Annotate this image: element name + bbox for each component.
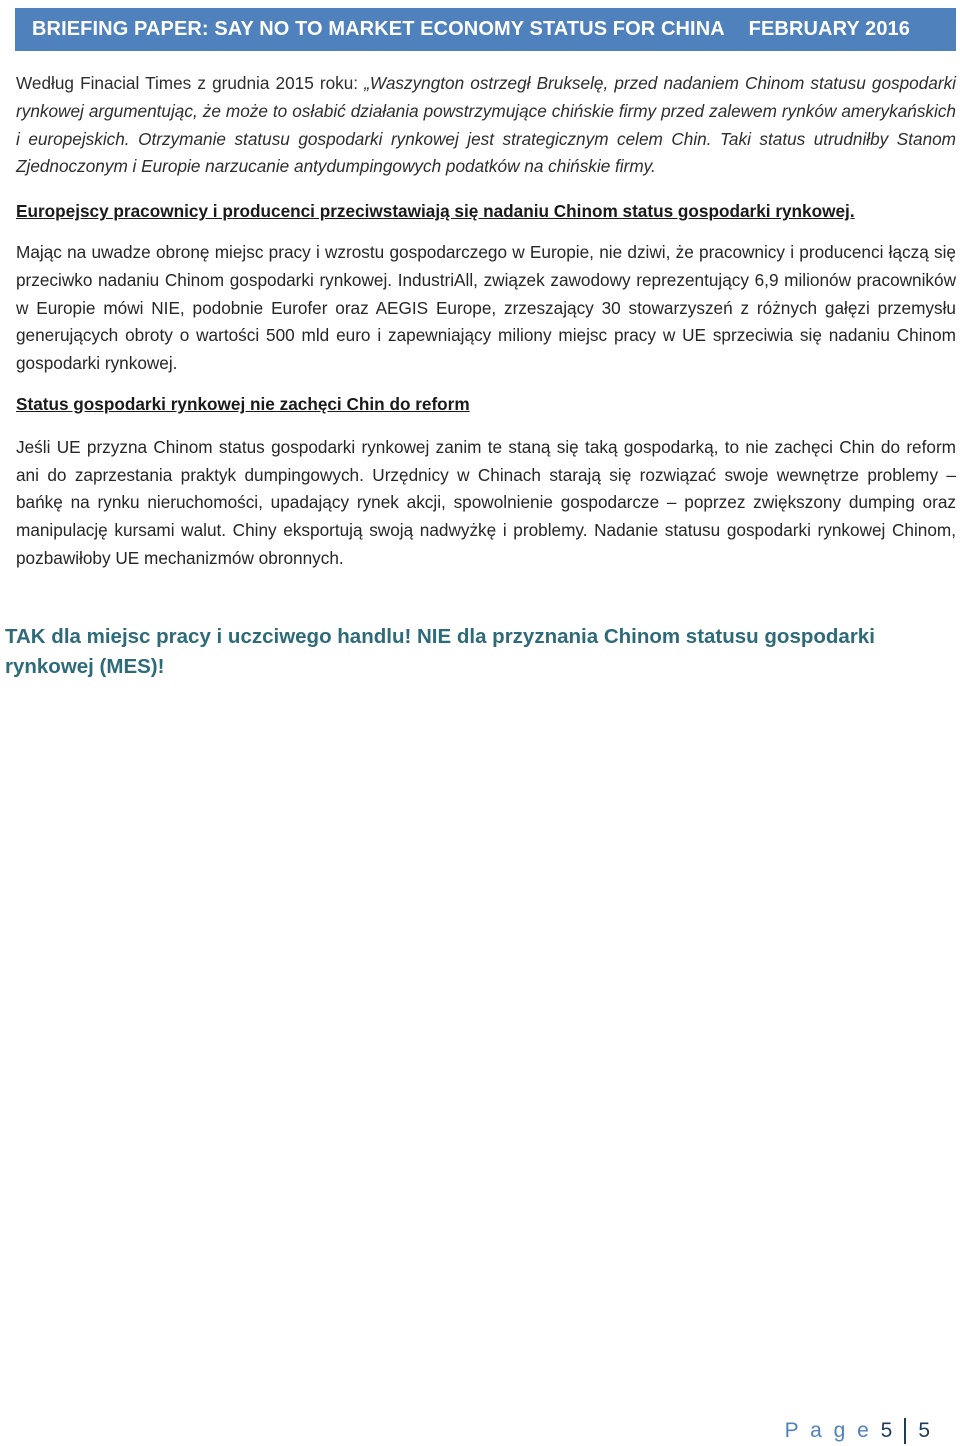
header-bar bbox=[15, 8, 956, 51]
intro-lead: Według Finacial Times z grudnia 2015 roku: bbox=[16, 73, 365, 93]
page-separator bbox=[904, 1418, 906, 1444]
document-date: FEBRUARY 2016 bbox=[748, 18, 910, 40]
page-label: P a g e bbox=[784, 1419, 872, 1442]
section-heading-reforms: Status gospodarki rynkowej nie zachęci Chin do reform bbox=[16, 393, 470, 414]
intro-paragraph bbox=[16, 70, 956, 181]
section-body-reforms: Jeśli UE przyzna Chinom status gospodarki rynkowej zanim te staną się taką gospodarką, to nie zachęci Chin do reform ani do zaprzestania praktyk dumpingowych. Urzędnicy w Chinach starają się rozwiązać swoje wewnętrze problemy – bańkę na rynku nieruchomości, upadający rynek akcji, spowolnienie gospodarcze – poprzez zwiększony dumping oraz manipulację kursami walut. Chiny eksportują swoją nadwyżkę i problemy. Nadanie statusu gospodarki rynkowej Chinom, pozbawiłoby UE mechanizmów obronnych. bbox=[16, 436, 956, 568]
page-number: 5 bbox=[880, 1419, 893, 1442]
page-footer bbox=[785, 1418, 930, 1444]
main-content bbox=[16, 70, 956, 573]
document-title: BRIEFING PAPER: SAY NO TO MARKET ECONOMY STATUS FOR CHINA bbox=[32, 18, 725, 40]
section-heading-workers: Europejscy pracownicy i producenci przeciwstawiają się nadaniu Chinom status gospodarki rynkowej. bbox=[16, 201, 855, 222]
intro-quote: „Waszyngton ostrzegł Brukselę, przed nadaniem Chinom statusu gospodarki rynkowej argumentując, że może to osłabić działania powstrzymujące chińskie firmy przed zalewem rynków amerykańskich i europejskich. Otrzymanie statusu gospodarki rynkowej jest strategicznym celem Chin. Taki status utrudniłby Stanom Zjednoczonym i Europie narzucanie antydumpingowych podatków na chińskie firmy. bbox=[16, 73, 956, 177]
section-body-workers: Mając na uwadze obronę miejsc pracy i wzrostu gospodarczego w Europie, nie dziwi, że pracownicy i producenci łączą się przeciwko nadaniu Chinom gospodarki rynkowej. IndustriAll, związek zawodowy reprezentujący 6,9 milionów pracowników w Europie mówi NIE, podobnie Eurofer oraz AEGIS Europe, zrzeszający 30 stowarzyszeń z różnych gałęzi przemysłu generujących obroty o wartości 500 mld euro i zapewniający miliony miejsc pracy w UE sprzeciwia się nadaniu Chinom gospodarki rynkowej. bbox=[16, 241, 956, 374]
closing-slogan: TAK dla miejsc pracy i uczciwego handlu! NIE dla przyznania Chinom statusu gospodarki rynkowej (MES)! bbox=[5, 625, 875, 678]
page-total: 5 bbox=[918, 1419, 930, 1442]
